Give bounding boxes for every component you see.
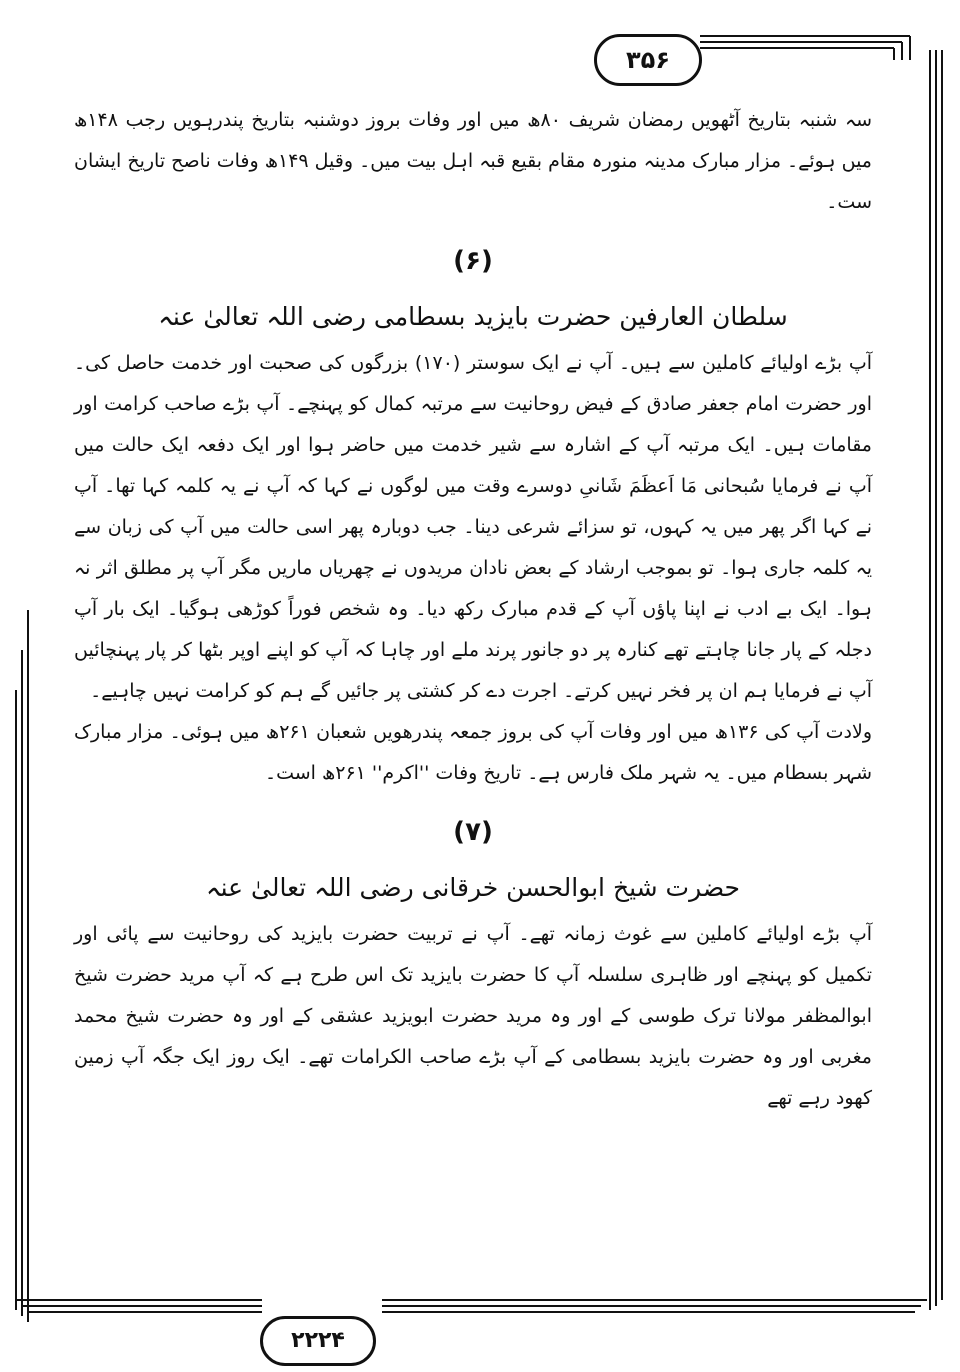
section-6-title: سلطان العارفین حضرت بایزید بسطامی رضی اللہ تعالیٰ عنہ — [158, 302, 788, 331]
top-border-rules — [60, 0, 940, 60]
page-number-bottom: ۲۲۲۴ — [260, 1316, 376, 1366]
left-border-rules — [12, 610, 32, 1330]
section-7-number: (۷) — [453, 817, 493, 847]
section-6-body: آپ بڑے اولیائے کاملین سے ہیں۔ آپ نے ایک سوستر (۱۷۰) بزرگوں کی صحبت اور خدمت حاصل کی۔ اور حضرت امام جعفر صادق کے فیض روحانیت سے مرتبہ کمال کو پہنچے۔ آپ بڑے صاحب کرامت اور مقامات ہیں۔ ایک مرتبہ آپ کے اشارہ سے شیر خدمت میں حاضر ہوا اور ایک دفعہ ایک حالت میں آپ نے فرمایا سُبحانی مَا اَعظَمَ شَانیِ دوسرے وقت میں لوگوں نے کہا کہ آپ نے یہ کلمہ کہا تھا۔ آپ نے کہا اگر پھر میں یہ کہوں، تو سزائے شرعی دینا۔ جب دوبارہ پھر اسی حالت میں آپ کی زبان سے یہ کلمہ جاری ہوا۔ تو بموجب ارشاد کے بعض نادان مریدوں نے چھریاں ماریں مگر آپ پر مطلق اثر نہ ہوا۔ ایک بے ادب نے اپنا پاؤں آپ کے قدم مبارک رکھ دیا۔ وہ شخص فوراً کوڑھی ہوگیا۔ ایک بار آپ دجلہ کے پار جانا چاہتے تھے کنارہ پر دو جانور پرند ملے اور چاہا کہ آپ کو اپنے اوپر بٹھا کر پار پہنچائیں آپ نے فرمایا ہم ان پر فخر نہیں کرتے۔ اجرت دے کر کشتی پر جائیں گے ہم کو کرامت نہیں چاہیے۔ — [74, 352, 873, 702]
intro-paragraph: سہ شنبہ بتاریخ آٹھویں رمضان شریف ۸۰ھ میں اور وفات بروز دوشنبہ بتاریخ پندرہویں رجب ۱۴۸ھ میں ہوئے۔ مزار مبارک مدینہ منورہ مقام بقیع قبہ اہل بیت میں۔ وقیل ۱۴۹ھ وفات ناصح تاریخ ایشان ست۔ — [74, 109, 873, 213]
section-7-title: حضرت شیخ ابوالحسن خرقانی رضی اللہ تعالیٰ عنہ — [205, 873, 740, 902]
bottom-border-rules — [12, 1270, 932, 1340]
section-6-dates: ولادت آپ کی ۱۳۶ھ میں اور وفات آپ کی بروز جمعہ پندرھویں شعبان ۲۶۱ھ میں ہوئی۔ مزار مبارک شہر بسطام میں۔ یہ شہر ملک فارس ہے۔ تاریخ وفات ''اکرم'' ۲۶۱ھ است۔ — [74, 721, 873, 784]
section-7-body: آپ بڑے اولیائے کاملین سے غوث زمانہ تھے۔ آپ نے تربیت حضرت بایزید کی روحانیت سے پائی اور تکمیل کو پہنچے اور ظاہری سلسلہ آپ کا حضرت بایزید تک اس طرح ہے کہ آپ مرید حضرت شیخ ابوالمظفر مولانا ترک طوسی کے اور وہ مرید حضرت ابویزید عشقی کے اور وہ حضرت شیخ محمد مغربی اور وہ حضرت بایزید بسطامی کے آپ بڑے صاحب الکرامات تھے۔ ایک روز ایک جگہ آپ زمین کھود رہے تھے — [74, 923, 872, 1109]
right-border-rules — [924, 50, 944, 1310]
section-6-number: (۶) — [453, 246, 493, 276]
page-number-top: ۳۵۶ — [594, 34, 702, 86]
page-content — [74, 100, 872, 1119]
